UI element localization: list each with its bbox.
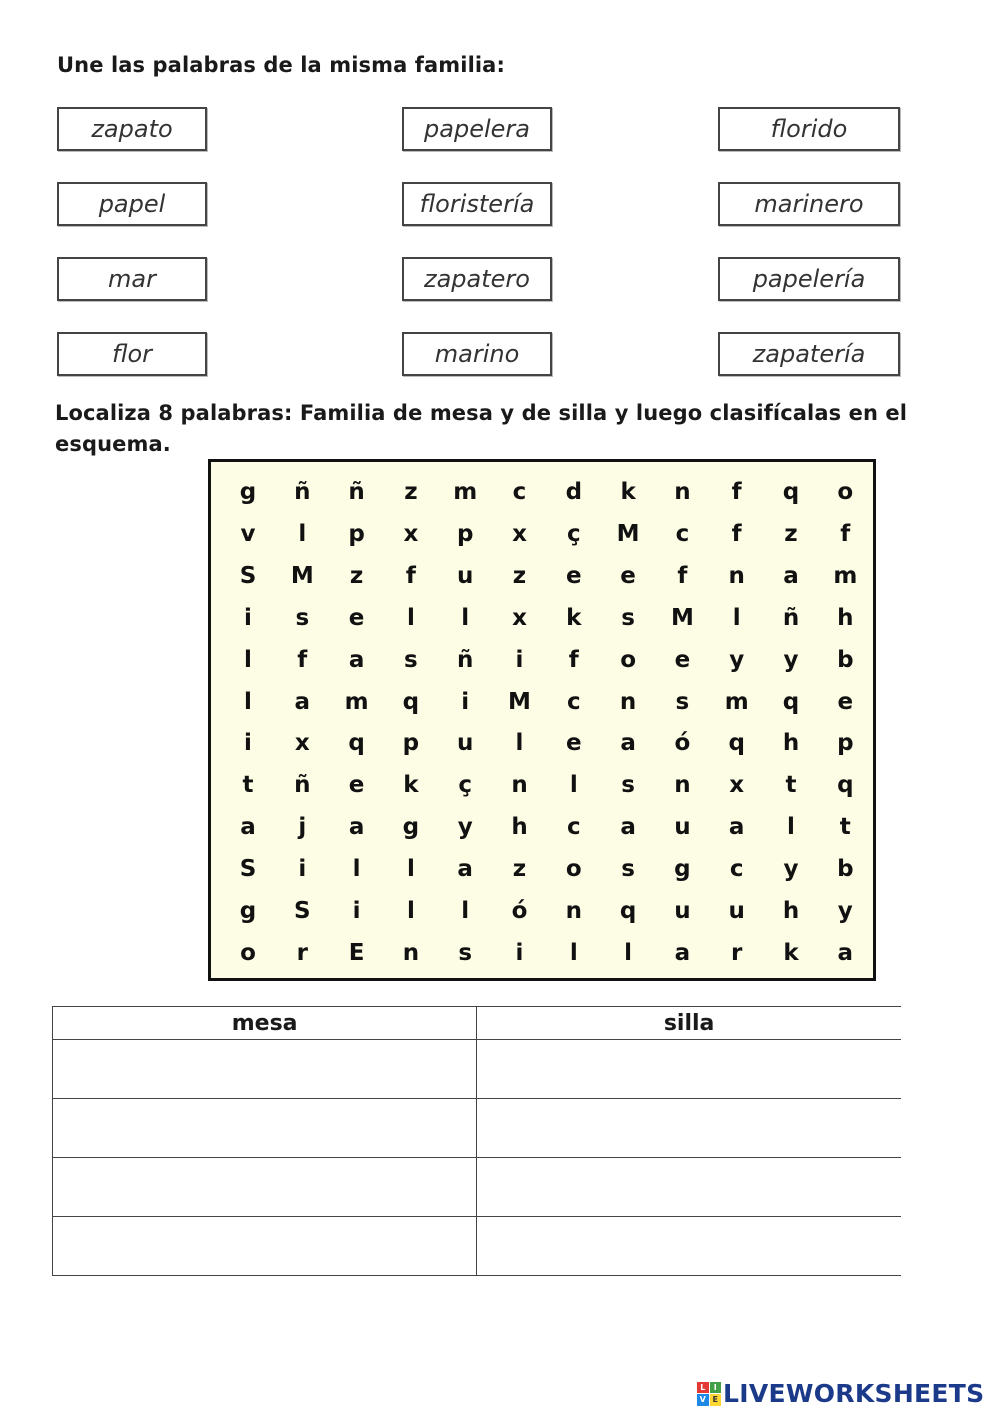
grid-letter: m [344,688,369,715]
grid-letter: y [837,898,853,924]
grid-letter: e [348,604,365,631]
grid-letter: l [244,646,252,673]
grid-letter: g [239,479,257,505]
grid-letter: c [729,856,744,883]
grid-letter: u [674,814,691,841]
grid-letter: s [404,646,418,673]
grid-letter: S [294,898,311,924]
grid-letter: ç [566,520,581,547]
word-box: marinero [718,182,900,226]
mesa-cell[interactable] [53,1158,477,1217]
grid-letter: f [731,479,742,505]
grid-letter: k [783,939,799,966]
logo-mark-letter: I [710,1382,722,1394]
grid-letter: o [240,939,256,966]
grid-letter: ó [511,898,528,924]
grid-letter: x [729,772,745,799]
grid-letter: e [565,730,582,757]
grid-letter: r [296,939,308,966]
grid-letter: i [515,646,524,673]
grid-letter: k [566,604,582,631]
grid-letter: y [783,856,799,883]
grid-letter: l [515,730,524,757]
word-box: florido [718,107,900,151]
instruction-heading-2: Localiza 8 palabras: Familia de mesa y de silla y luego clasifícalas en el esquema. [55,401,908,456]
column-header-mesa: mesa [53,1007,477,1040]
grid-letter: y [783,646,799,673]
silla-cell[interactable] [477,1099,901,1158]
grid-letter: x [403,520,419,547]
grid-letter: l [569,772,578,799]
grid-letter: x [294,730,310,757]
grid-letter: a [783,562,799,589]
grid-letter: x [512,520,527,547]
grid-letter: e [565,562,582,589]
grid-letter: e [620,562,636,589]
grid-letter: l [244,688,252,715]
grid-letter: g [674,856,691,883]
logo-text: LIVEWORKSHEETS [723,1379,985,1408]
grid-letter: f [677,562,688,589]
grid-letter: q [619,898,637,924]
grid-letter: s [621,772,635,799]
table-row [53,1217,902,1276]
grid-letter: q [782,479,800,505]
table-row [53,1099,902,1158]
grid-letter: a [728,814,745,841]
grid-letter: g [402,814,420,841]
grid-letter: M [670,604,694,631]
word-box: floristería [402,182,552,226]
word-box: marino [402,332,552,376]
grid-letter: h [782,898,800,924]
grid-letter: l [787,814,795,841]
grid-letter: l [406,604,415,631]
grid-letter: a [837,939,854,966]
grid-letter: z [512,856,527,883]
grid-letter: s [621,604,635,631]
grid-letter: m [453,479,478,505]
grid-letter: l [732,604,741,631]
grid-letter: e [348,772,365,799]
grid-letter: n [619,688,637,715]
grid-letter: i [461,688,470,715]
table-row [53,1040,902,1099]
grid-letter: a [348,646,365,673]
word-box: papel [57,182,207,226]
grid-letter: ñ [348,479,365,505]
grid-letter: S [239,856,257,883]
grid-letter: c [566,814,581,841]
grid-letter: a [457,856,473,883]
grid-letter: a [348,814,365,841]
grid-letter: s [675,688,690,715]
grid-letter: f [840,520,851,547]
grid-letter: a [240,814,256,841]
grid-letter: s [458,939,473,966]
grid-letter: c [566,688,581,715]
grid-letter: p [348,520,365,547]
grid-letter: l [461,898,470,924]
grid-letter: q [402,688,420,715]
grid-letter: x [512,604,527,631]
word-box: flor [57,332,207,376]
grid-letter: b [837,646,854,673]
grid-letter: h [782,730,800,757]
mesa-cell[interactable] [53,1099,477,1158]
grid-letter: n [402,939,420,966]
grid-letter: l [352,856,361,883]
grid-letter: s [621,856,635,883]
silla-cell[interactable] [477,1217,901,1276]
logo-mark-icon [697,1382,721,1406]
grid-letter: f [297,646,308,673]
grid-letter: i [244,730,252,757]
grid-letter: o [837,479,854,505]
grid-letter: n [511,772,528,799]
instruction-heading-1: Une las palabras de la misma familia: [57,53,505,77]
grid-letter: i [515,939,524,966]
word-box: zapato [57,107,207,151]
grid-letter: ñ [294,479,311,505]
table-row [53,1158,902,1217]
grid-letter: l [569,939,578,966]
grid-letter: z [784,520,798,547]
grid-letter: l [461,604,470,631]
grid-letter: z [349,562,364,589]
grid-letter: n [674,479,691,505]
grid-letter: t [242,772,254,799]
grid-letter: m [833,562,858,589]
word-box: zapatería [718,332,900,376]
grid-letter: g [239,898,257,924]
liveworksheets-logo [697,1379,984,1408]
word-search-grid [208,459,876,981]
logo-mark-letter: L [697,1382,709,1394]
grid-letter: a [674,939,691,966]
grid-letter: e [674,646,691,673]
grid-letter: o [565,856,582,883]
grid-letter: q [728,730,745,757]
silla-cell[interactable] [477,1040,901,1099]
grid-letter: m [724,688,749,715]
grid-letter: z [404,479,418,505]
logo-mark-letter: E [710,1394,722,1406]
grid-letter: i [352,898,361,924]
grid-letter: q [348,730,365,757]
grid-letter: i [298,856,307,883]
grid-letter: u [457,562,474,589]
grid-letter: u [457,730,474,757]
grid-letter: ñ [457,646,474,673]
grid-letter: s [295,604,310,631]
silla-cell[interactable] [477,1158,901,1217]
grid-letter: j [298,814,307,841]
grid-letter: p [456,520,474,547]
grid-letter: q [837,772,854,799]
grid-letter: p [837,730,854,757]
grid-letter: ó [674,730,691,757]
grid-letter: r [731,939,743,966]
word-box: papelera [402,107,552,151]
grid-letter: M [616,520,640,547]
grid-letter: f [405,562,416,589]
grid-letter: p [402,730,420,757]
grid-letter: a [620,814,636,841]
grid-letter: k [403,772,419,799]
grid-letter: l [406,856,415,883]
grid-letter: n [674,772,691,799]
grid-letter: ç [458,772,472,799]
word-box: papelería [718,257,900,301]
logo-mark-letter: V [697,1394,709,1406]
grid-letter: a [620,730,636,757]
grid-letter: u [728,898,745,924]
grid-letter: t [785,772,797,799]
grid-letter: M [508,688,531,715]
grid-letter: c [675,520,690,547]
grid-letter: n [728,562,745,589]
grid-letter: ñ [782,604,800,631]
word-box: mar [57,257,207,301]
grid-letter: y [457,814,473,841]
grid-letter: t [839,814,851,841]
mesa-cell[interactable] [53,1217,477,1276]
grid-letter: ñ [294,772,311,799]
grid-letter: b [837,856,854,883]
grid-letter: k [620,479,636,505]
grid-letter: h [837,604,854,631]
grid-letter: v [240,520,256,547]
grid-letter: l [298,520,307,547]
grid-letter: E [348,939,365,966]
grid-letter: f [731,520,742,547]
grid-letter: M [290,562,314,589]
grid-letter: u [674,898,691,924]
grid-letter: c [512,479,527,505]
grid-letter: i [244,604,252,631]
grid-letter: l [406,898,415,924]
grid-letter: e [837,688,854,715]
grid-letter: n [565,898,582,924]
grid-letter: z [512,562,527,589]
grid-letter: l [624,939,633,966]
mesa-cell[interactable] [53,1040,477,1099]
grid-letter: y [729,646,745,673]
grid-letter: q [782,688,800,715]
grid-letter: f [568,646,579,673]
word-box: zapatero [402,257,552,301]
grid-letter: S [239,562,257,589]
grid-letter: d [565,479,583,505]
grid-letter: a [294,688,311,715]
grid-letter: h [511,814,528,841]
grid-letter: o [620,646,636,673]
classification-table [52,1006,901,1276]
column-header-silla: silla [477,1007,901,1040]
